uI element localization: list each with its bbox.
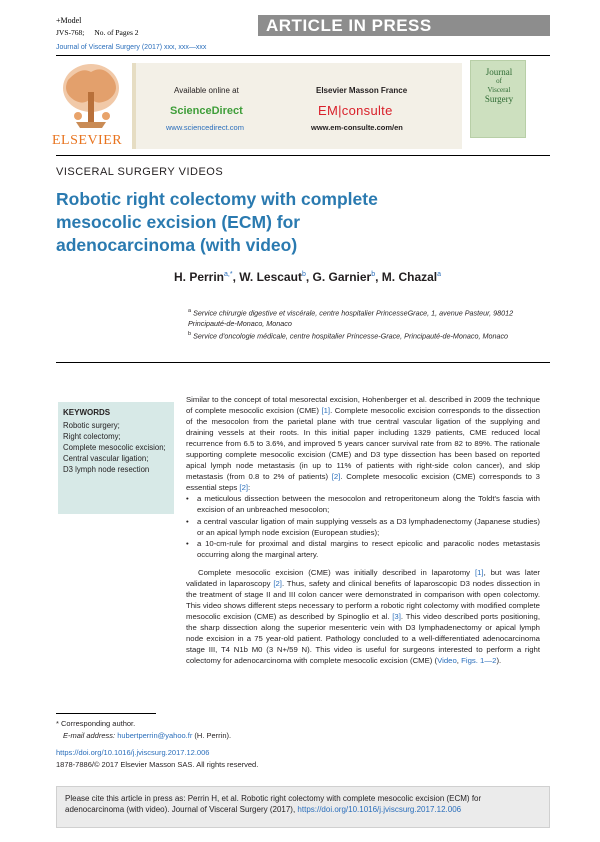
em-consulte-logo[interactable]: EM|consulte	[318, 103, 393, 118]
journal-citation-line[interactable]: Journal of Visceral Surgery (2017) xxx, xxx—xxx	[56, 44, 207, 51]
cover-line-1: Journal	[485, 67, 513, 77]
author-affil[interactable]: b	[301, 271, 306, 278]
author-list: H. Perrin$^{a,*}$, W. Lescaut$^b$, G. Garnier$^b$, M. Chazal$^a$	[174, 270, 442, 284]
footnote-rule	[56, 713, 156, 714]
sciencedirect-link[interactable]: www.sciencedirect.com	[166, 123, 244, 132]
cover-line-2: of	[496, 77, 502, 85]
video-link[interactable]: Video	[437, 656, 457, 666]
elsevier-wordmark: ELSEVIER	[52, 133, 123, 148]
cover-line-3: Visceral	[487, 86, 511, 94]
article-title: Robotic right colectomy with complete mesocolic excision (ECM) for adenocarcinoma (with video)	[56, 189, 378, 255]
header-rule	[56, 55, 550, 56]
ref-code: JVS-768;	[56, 28, 85, 37]
citation-box: Please cite this article in press as: Perrin H, et al. Robotic right colectomy with complete mesocolic excision (ECM) for adenocarcinoma (with video). Journal of Visceral Surgery (2017), https://doi.org/10.1016/j.jviscsurg.2017.12.006	[56, 786, 550, 828]
article-ref	[56, 28, 149, 37]
em-right: consulte	[341, 103, 393, 118]
keyword-item: Central vascular ligation;	[63, 454, 149, 464]
doi-link[interactable]: https://doi.org/10.1016/j.jviscsurg.2017.12.006	[56, 748, 210, 757]
keyword-item: Robotic surgery;	[63, 421, 120, 430]
body-paragraph-2: Complete mesocolic excision (CME) was initially described in laparotomy [1], but was later validated in laparoscopy [2]. Thus, safety and clinical benefits of laparoscopic D3 nodes dissection in the treatment of stage II and III colon cancer were demonstrated in comparison with open colectomy. This video shows different steps necessary to perform a robotic right colectomy with modified complete mesocolic excision (CME) as described by Spinoglio et al. [3]. This video described ports positioning, the sharp dissection along the superior mesenteric vein with D3 lymphadenectomy or apical lymph node excision in a 75 year-old patient. Pathology concluded to a well-differentiated adenocarcinoma stage III, T4 N1b M0 (3 N+/59 N). This video is useful for surgeons interested to perform a right colectomy for adenocarcinoma with complete mesocolic excision (CME) (Video, Figs. 1—2).	[186, 567, 540, 666]
reference-link[interactable]: [2]	[273, 578, 282, 588]
title-rule	[56, 362, 550, 363]
keyword-item: Complete mesocolic excision;	[63, 443, 166, 453]
available-online-label: Available online at	[174, 86, 239, 95]
step-item: • a 10-cm-rule for proximal and distal margins to resect epicolic and paracolic nodes metastasis occurring along the marginal artery.	[186, 538, 540, 560]
page-count: No. of Pages 2	[94, 28, 139, 37]
body-paragraph-1: Similar to the concept of total mesorectal excision, Hohenberger et al. described in 2009 the technique of complete mesocolic excision (CME) [1]. Complete mesocolic excision corresponds to the dissection of the mesocolon from the parietal plane with true central vascular ligation of the supplying and draining vessels at their roots. In this initial paper including 1329 patients, CME reduced local recurrence from 6.5 to 3.6%, and improved 5 years cancer survival rate from 82 to 89%. The rationale supporting complete mesocolic excision (CME) and D3 type dissection has been based on reported apical lymph node metastasis (in up to 11% of patients with right-side colon cancer), and skip metastasis (from 0.8 to 2% of patients) [2]. Complete mesocolic excision (CME) corresponds to 3 essential steps [2]:	[186, 395, 541, 493]
reference-link[interactable]: [3]	[392, 611, 401, 621]
citation-doi-link[interactable]: https://doi.org/10.1016/j.jviscsurg.2017.12.006	[297, 805, 462, 814]
author-name[interactable]: M. Chazal	[381, 270, 438, 284]
reference-link[interactable]: [1]	[321, 406, 331, 416]
keywords-list	[63, 420, 169, 475]
affiliation-a: $^a$ Service chirurgie digestive et viscérale, centre hospitalier PrincesseGrace, 1, avenue Pasteur, 98012 Principauté-de-Monaco, Monaco	[188, 308, 514, 329]
steps-list	[186, 493, 540, 559]
cover-line-4: Surgery	[484, 94, 514, 104]
em-left: EM	[318, 103, 339, 118]
keyword-item: D3 lymph node resection	[63, 465, 150, 475]
author-affil[interactable]: a	[437, 271, 442, 278]
journal-cover-title	[476, 68, 522, 104]
reference-link[interactable]: [1]	[474, 567, 484, 577]
author-name[interactable]: H. Perrin	[174, 270, 225, 284]
keyword-item: Right colectomy;	[63, 432, 121, 442]
affiliation-b: $^b$ Service d'oncologie médicale, centre hospitalier Princesse-Grace, Principauté-de-Monaco, Monaco	[188, 331, 509, 341]
reference-link[interactable]: [2]	[331, 472, 341, 482]
publisher-name: Elsevier Masson France	[316, 86, 408, 95]
step-item: • a central vascular ligation of main supplying vessels as a D3 lymphadenectomy (Japanese studies) or an apical lymph node excision (European studies);	[186, 516, 540, 538]
author-affil[interactable]: b	[371, 271, 376, 278]
sciencedirect-logo[interactable]: ScienceDirect	[170, 105, 243, 117]
corresponding-author-note: * Corresponding author.	[56, 719, 136, 728]
em-consulte-link[interactable]: www.em-consulte.com/en	[311, 123, 403, 132]
keywords-heading: KEYWORDS	[63, 408, 111, 417]
model-label: +Model	[56, 16, 82, 25]
email-link[interactable]: hubertperrin@yahoo.fr	[117, 731, 193, 740]
reference-link[interactable]: [2]	[239, 483, 249, 493]
banner-rule	[56, 155, 550, 156]
section-label: VISCERAL SURGERY VIDEOS	[56, 166, 224, 178]
figures-link[interactable]: Figs. 1—2	[461, 656, 497, 666]
copyright-line: 1878-7886/© 2017 Elsevier Masson SAS. All rights reserved.	[56, 760, 259, 769]
article-body	[186, 394, 540, 666]
author-name[interactable]: W. Lescaut	[239, 270, 302, 284]
elsevier-tree-logo	[56, 58, 126, 136]
author-name[interactable]: G. Garnier	[312, 270, 372, 284]
article-in-press-banner: ARTICLE IN PRESS	[258, 15, 550, 36]
email-note: E-mail address: hubertperrin@yahoo.fr (H. Perrin).	[63, 731, 232, 740]
step-item: • a meticulous dissection between the mesocolon and retroperitoneum along the Toldt's fascia with excision of an unbreached mesocolon;	[186, 493, 540, 515]
author-affil[interactable]: a,*	[224, 271, 233, 278]
